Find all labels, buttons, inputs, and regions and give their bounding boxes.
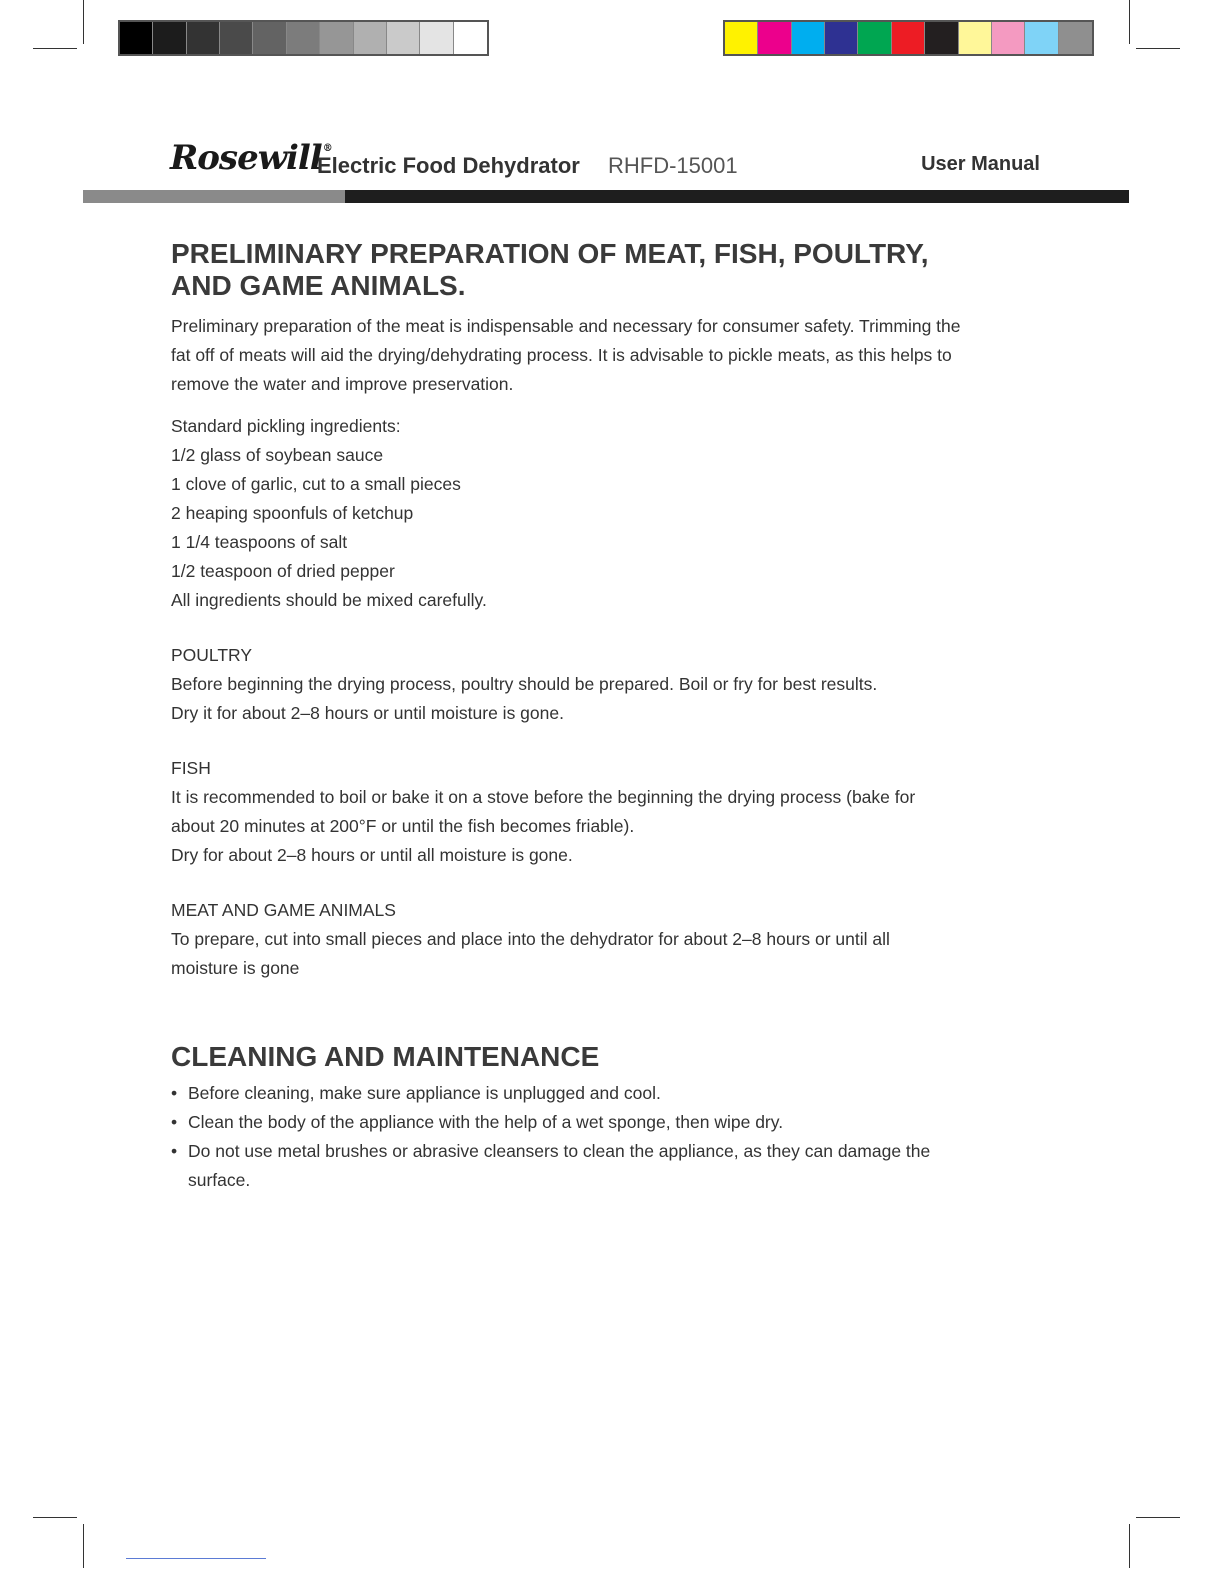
crop-mark bbox=[33, 48, 77, 49]
page-header bbox=[170, 138, 1040, 188]
crop-mark bbox=[83, 0, 84, 44]
color-swatch bbox=[1025, 22, 1058, 54]
gray-swatch bbox=[420, 22, 453, 54]
crop-mark bbox=[1136, 48, 1180, 49]
paragraph-line: fat off of meats will aid the drying/dehydrating process. It is advisable to pickle meats, as this helps to bbox=[171, 345, 952, 365]
header-rule-light bbox=[83, 190, 345, 203]
footer-rule bbox=[126, 1558, 266, 1559]
meat-heading: MEAT AND GAME ANIMALS bbox=[171, 900, 396, 920]
cleaning-section bbox=[171, 1041, 1051, 1195]
gray-swatch bbox=[320, 22, 353, 54]
bullet-glyph: • bbox=[171, 1083, 178, 1103]
product-name: Electric Food Dehydrator bbox=[317, 153, 580, 178]
list-item bbox=[171, 1108, 1051, 1137]
ingredient-item: 1/2 teaspoon of dried pepper bbox=[171, 561, 395, 581]
color-swatch bbox=[1059, 22, 1092, 54]
fish-heading: FISH bbox=[171, 758, 211, 778]
ingredients-list bbox=[171, 412, 1051, 615]
crop-mark bbox=[1129, 1524, 1130, 1568]
ingredients-note: All ingredients should be mixed carefully. bbox=[171, 590, 487, 610]
paragraph-line: Dry for about 2–8 hours or until all moisture is gone. bbox=[171, 845, 573, 865]
color-swatch bbox=[858, 22, 891, 54]
gray-swatch bbox=[287, 22, 320, 54]
color-swatch bbox=[959, 22, 992, 54]
paragraph-line: remove the water and improve preservation. bbox=[171, 374, 514, 394]
crop-mark bbox=[33, 1517, 77, 1518]
paragraph-line: Preliminary preparation of the meat is indispensable and necessary for consumer safety. Trimming the bbox=[171, 316, 961, 336]
list-item bbox=[171, 1137, 1051, 1195]
ingredient-item: 1 clove of garlic, cut to a small pieces bbox=[171, 474, 461, 494]
gray-swatch bbox=[187, 22, 220, 54]
cleaning-section-title: CLEANING AND MAINTENANCE bbox=[171, 1041, 600, 1072]
color-swatch bbox=[992, 22, 1025, 54]
bullet-glyph: • bbox=[171, 1112, 178, 1132]
ingredient-item: 2 heaping spoonfuls of ketchup bbox=[171, 503, 414, 523]
gray-swatch bbox=[387, 22, 420, 54]
paragraph-line: Dry it for about 2–8 hours or until moisture is gone. bbox=[171, 703, 564, 723]
model-number: RHFD-15001 bbox=[608, 153, 738, 178]
list-item bbox=[171, 1079, 1051, 1108]
manual-label: User Manual bbox=[921, 153, 1040, 175]
crop-mark bbox=[83, 1524, 84, 1568]
color-calibration-bar bbox=[723, 20, 1094, 56]
poultry-heading: POULTRY bbox=[171, 645, 253, 665]
gray-swatch bbox=[153, 22, 186, 54]
prep-intro-paragraph bbox=[171, 312, 1051, 399]
brand-logo bbox=[170, 138, 331, 178]
color-swatch bbox=[925, 22, 958, 54]
page-content bbox=[171, 238, 1051, 1195]
list-item-text: Clean the body of the appliance with the help of a wet sponge, then wipe dry. bbox=[188, 1112, 784, 1132]
color-swatch bbox=[825, 22, 858, 54]
paragraph-line: about 20 minutes at 200°F or until the fish becomes friable). bbox=[171, 816, 635, 836]
ingredients-heading: Standard pickling ingredients: bbox=[171, 416, 401, 436]
registered-mark: ® bbox=[322, 143, 332, 154]
gray-swatch bbox=[454, 22, 487, 54]
prep-title-line: AND GAME ANIMALS. bbox=[171, 270, 466, 301]
fish-section bbox=[171, 754, 1051, 870]
color-swatch bbox=[758, 22, 791, 54]
ingredient-item: 1/2 glass of soybean sauce bbox=[171, 445, 384, 465]
paragraph-line: It is recommended to boil or bake it on a stove before the beginning the drying process (bake for bbox=[171, 787, 916, 807]
gray-swatch bbox=[220, 22, 253, 54]
poultry-section bbox=[171, 641, 1051, 728]
color-swatch bbox=[892, 22, 925, 54]
header-rule bbox=[83, 190, 1129, 203]
header-rule-dark bbox=[345, 190, 1129, 203]
gray-swatch bbox=[120, 22, 153, 54]
cleaning-list bbox=[171, 1079, 1051, 1195]
paragraph-line: To prepare, cut into small pieces and place into the dehydrator for about 2–8 hours or until all bbox=[171, 929, 890, 949]
crop-mark bbox=[1136, 1517, 1180, 1518]
grayscale-calibration-bar bbox=[118, 20, 489, 56]
list-item-text: Before cleaning, make sure appliance is unplugged and cool. bbox=[188, 1083, 661, 1103]
prep-section-title bbox=[171, 238, 1051, 302]
paragraph-line: moisture is gone bbox=[171, 958, 300, 978]
crop-mark bbox=[1129, 0, 1130, 44]
ingredient-item: 1 1/4 teaspoons of salt bbox=[171, 532, 348, 552]
prep-title-line: PRELIMINARY PREPARATION OF MEAT, FISH, POULTRY, bbox=[171, 238, 929, 269]
gray-swatch bbox=[354, 22, 387, 54]
bullet-glyph: • bbox=[171, 1141, 178, 1161]
list-item-text: Do not use metal brushes or abrasive cleansers to clean the appliance, as they can damage the bbox=[188, 1141, 931, 1161]
color-swatch bbox=[792, 22, 825, 54]
gray-swatch bbox=[253, 22, 286, 54]
meat-section bbox=[171, 896, 1051, 983]
paragraph-line: Before beginning the drying process, poultry should be prepared. Boil or fry for best results. bbox=[171, 674, 878, 694]
color-swatch bbox=[725, 22, 758, 54]
list-item-text: surface. bbox=[188, 1170, 251, 1190]
brand-logo-text: Rosewill bbox=[170, 138, 322, 178]
